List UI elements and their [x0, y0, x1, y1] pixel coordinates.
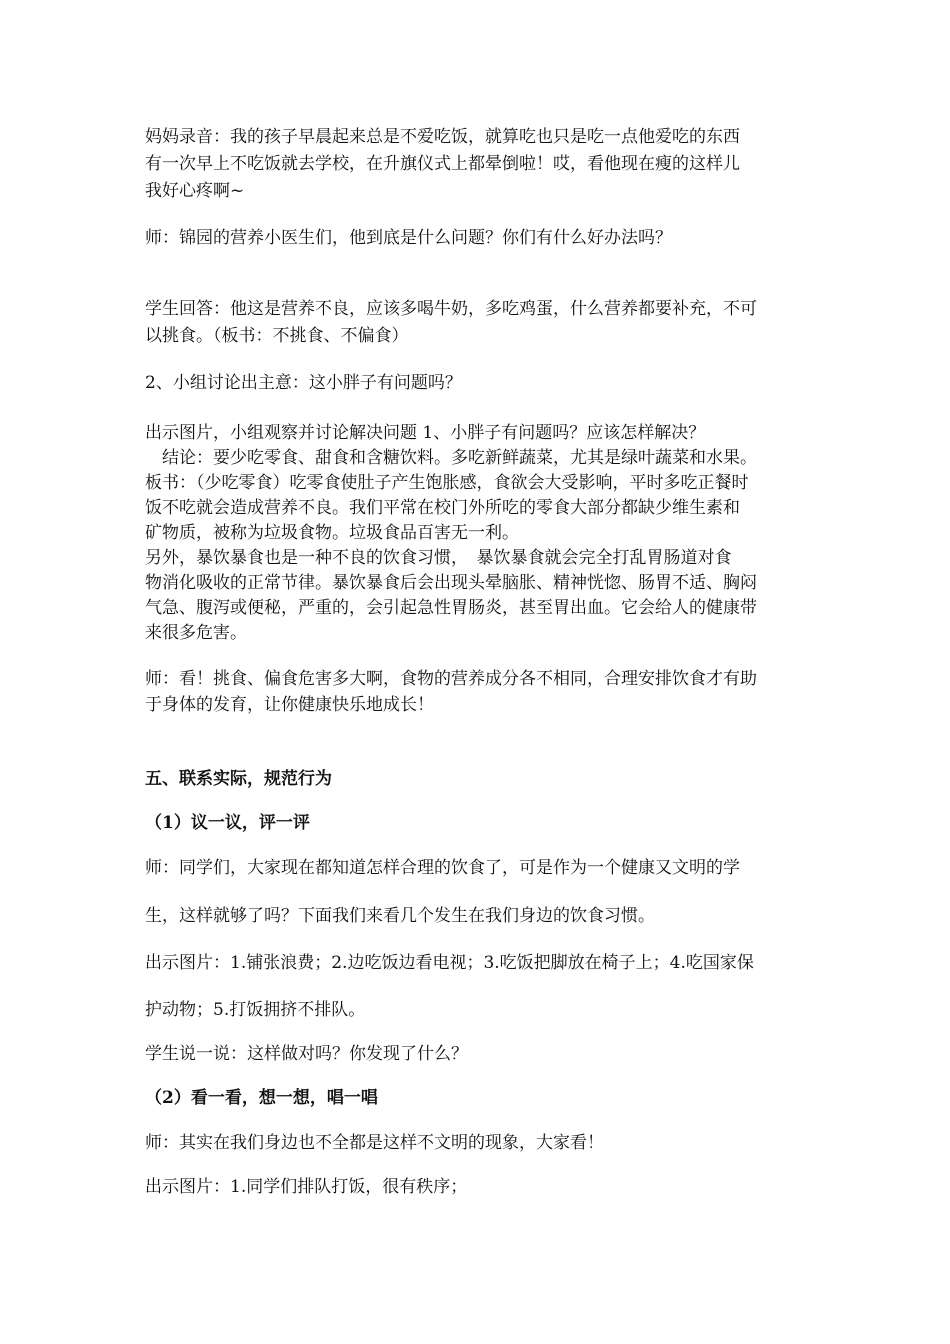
paragraph-line: 结论：要少吃零食、甜食和含糖饮料。多吃新鲜蔬菜，尤其是绿叶蔬菜和水果。	[145, 448, 757, 468]
paragraph-line: 师：锦园的营养小医生们，他到底是什么问题？你们有什么好办法吗？	[145, 228, 672, 248]
paragraph-line: 来很多危害。	[145, 623, 247, 643]
section-heading: 五、联系实际，规范行为	[145, 769, 332, 789]
paragraph-line: 学生说一说：这样做对吗？你发现了什么？	[145, 1044, 468, 1064]
paragraph-line: 护动物；5.打饭拥挤不排队。	[145, 1000, 366, 1020]
paragraph-line: 有一次早上不吃饭就去学校，在升旗仪式上都晕倒啦！哎，看他现在瘦的这样儿	[145, 154, 740, 174]
paragraph-line: 气急、腹泻或便秘，严重的，会引起急性胃肠炎，甚至胃出血。它会给人的健康带	[145, 598, 757, 618]
paragraph-line: 饭不吃就会造成营养不良。我们平常在校门外所吃的零食大部分都缺少维生素和	[145, 498, 740, 518]
paragraph-line: 另外，暴饮暴食也是一种不良的饮食习惯， 暴饮暴食就会完全打乱胃肠道对食	[145, 548, 732, 568]
paragraph-line: 出示图片：1.同学们排队打饭，很有秩序；	[145, 1177, 468, 1197]
subsection-heading: （1）议一议，评一评	[145, 813, 310, 833]
paragraph-line: 于身体的发育，让你健康快乐地成长！	[145, 695, 434, 715]
paragraph-line: 师：同学们，大家现在都知道怎样合理的饮食了，可是作为一个健康又文明的学	[145, 858, 740, 878]
paragraph-line: 板书：（少吃零食）吃零食使肚子产生饱胀感，食欲会大受影响，平时多吃正餐时	[145, 473, 749, 493]
paragraph-line: 学生回答：他这是营养不良，应该多喝牛奶，多吃鸡蛋，什么营养都要补充，不可	[145, 299, 757, 319]
paragraph-line: 我好心疼啊~	[145, 181, 245, 201]
paragraph-line: 以挑食。（板书：不挑食、不偏食）	[145, 326, 409, 346]
paragraph-line: 2、小组讨论出主意：这小胖子有问题吗？	[145, 373, 462, 393]
subsection-heading: （2）看一看，想一想，唱一唱	[145, 1088, 378, 1108]
paragraph-line: 物消化吸收的正常节律。暴饮暴食后会出现头晕脑胀、精神恍惚、肠胃不适、胸闷	[145, 573, 757, 593]
paragraph-line: 妈妈录音：我的孩子早晨起来总是不爱吃饭，就算吃也只是吃一点他爱吃的东西	[145, 127, 740, 147]
paragraph-line: 师：看！挑食、偏食危害多大啊，食物的营养成分各不相同，合理安排饮食才有助	[145, 669, 757, 689]
paragraph-line: 矿物质，被称为垃圾食物。垃圾食品百害无一利。	[145, 523, 519, 543]
paragraph-line: 师：其实在我们身边也不全都是这样不文明的现象，大家看！	[145, 1133, 604, 1153]
paragraph-line: 出示图片，小组观察并讨论解决问题 1、小胖子有问题吗？应该怎样解决？	[145, 423, 706, 443]
paragraph-line: 生，这样就够了吗？下面我们来看几个发生在我们身边的饮食习惯。	[145, 906, 655, 926]
paragraph-line: 出示图片：1.铺张浪费；2.边吃饭边看电视；3.吃饭把脚放在椅子上；4.吃国家保	[145, 953, 754, 973]
